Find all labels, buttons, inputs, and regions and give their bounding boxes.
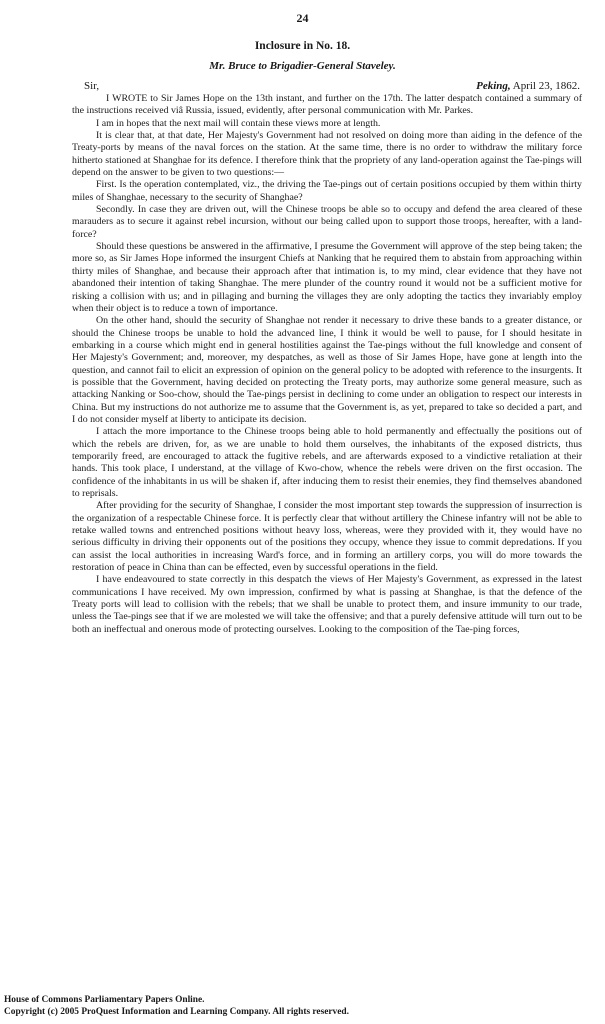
inclosure-heading: Inclosure in No. 18.	[254, 40, 351, 52]
paragraph: I have endeavoured to state correctly in this despatch the views of Her Majesty's Government, as expressed in the latest communications I have received. My own impression, confirmed by what is passing at Shanghae, is that the defence of the Treaty ports will lead to collision with the rebels; that we shall be unable to protect them, and insure immunity to our trade, unless the Tae-pings see that if we are molested we will take the offensive; and that a purely defensive attitude will turn out to be both an ineffectual and onerous mode of protecting ourselves. Looking to the composition of the Tae-ping forces,	[72, 574, 582, 635]
date-place: Peking,	[476, 80, 511, 92]
salutation: Sir,	[84, 80, 100, 92]
letter-body	[72, 93, 582, 636]
copyright-footer	[4, 995, 604, 1018]
letter-subheading: Mr. Bruce to Brigadier-General Staveley.	[209, 60, 396, 72]
footer-source: House of Commons Parliamentary Papers Online.	[4, 995, 205, 1005]
date-text: April 23, 1862.	[510, 80, 580, 92]
paragraph: On the other hand, should the security of Shanghae not render it necessary to drive these bands to a greater distance, or should the Chinese troops be unable to hold the advanced line, I think it would be well to pause, for I should hesitate in embarking in a course which might end in general hostilities against the Tae-pings without the full knowledge and consent of Her Majesty's Government; and, moreover, my despatches, as well as those of Sir James Hope, have gone at length into the question, and cannot fail to elicit an expression of opinion on the general policy to be adopted with reference to the insurgents. It is possible that the Government, having decided on protecting the Treaty ports, may authorize some general measure, such as attacking Nanking or Soo-chow, should the Tae-pings persist in declining to come under an obligation to respect our interests in China. But my instructions do not authorize me to assume that the Government is, as yet, prepared to take so decided a part, and I do not consider myself at liberty to anticipate its decision.	[72, 315, 582, 425]
paragraph: I WROTE to Sir James Hope on the 13th instant, and further on the 17th. The latter despatch contained a summary of the instructions received viâ Russia, issued, evidently, after personal communication with Mr. Parkes.	[72, 93, 582, 117]
paragraph: Should these questions be answered in the affirmative, I presume the Government will approve of the step being taken; the more so, as Sir James Hope informed the insurgent Chiefs at Nanking that he required them to abstain from approaching within thirty miles of Shanghae, and because their approach after that intimation is, to my mind, clear evidence that they have not abandoned their intention of taking Shanghae. The mere plunder of the country round it would not be a sufficient motive for risking a collision with us; and in pillaging and burning the villages they are only adopting the tactics they invariably employ when their object is to reduce a town of importance.	[72, 241, 582, 314]
footer-copyright: Copyright (c) 2005 ProQuest Information and Learning Company. All rights reserved.	[4, 1006, 349, 1017]
paragraph: After providing for the security of Shanghae, I consider the most important step towards the suppression of insurrection is the organization of a respectable Chinese force. It is perfectly clear that without artillery the Chinese infantry will not be able to retake walled towns and entrenched positions without heavy loss, whereas, were they provided with it, they would have no serious difficulty in driving their opponents out of the positions they occupy, whence they issue to commit depredations. If you can assist the local authorities in increasing Ward's force, and in forming an artillery corps, you will do more towards the restoration of peace in China than can be effected, even by successful operations in the field.	[72, 500, 582, 574]
paragraph: I attach the more importance to the Chinese troops being able to hold permanently and effectually the positions out of which the rebels are driven, for, as we are unable to hold them ourselves, the inhabitants of the exposed districts, thus temporarily freed, are encouraged to attack the fugitive rebels, and are afterwards exposed to a vindictive retaliation at their hands. This took place, I understand, at the village of Kwo-chow, whence the rebels were driven on the first occasion. The confidence of the inhabitants in us will be shaken if, after inducing them to resist their enemies, they find themselves abandoned to reprisals.	[72, 426, 582, 499]
paragraph: I am in hopes that the next mail will contain these views more at length.	[96, 117, 381, 129]
paragraph: First. Is the operation contemplated, viz., the driving the Tae-pings out of certain positions occupied by them within thirty miles of Shanghae, necessary to the security of Shanghae?	[72, 179, 582, 203]
salutation-row	[84, 80, 580, 93]
dateline	[476, 80, 580, 93]
paragraph: It is clear that, at that date, Her Majesty's Government had not resolved on doing more than aiding in the defence of the Treaty-ports by means of the naval forces on the station. At the same time, there is no order to withdraw the military force hitherto stationed at Shanghae for its defence. I therefore think that the propriety of any land-operation against the Tae-pings will depend on the answer to be given to two questions:—	[72, 130, 582, 179]
page-number: 24	[296, 11, 309, 25]
paragraph: Secondly. In case they are driven out, will the Chinese troops be able so to occupy and defend the area cleared of these marauders as to secure it against rebel incursion, without our being called upon to support those troops, hereafter, with a land-force?	[72, 204, 582, 240]
